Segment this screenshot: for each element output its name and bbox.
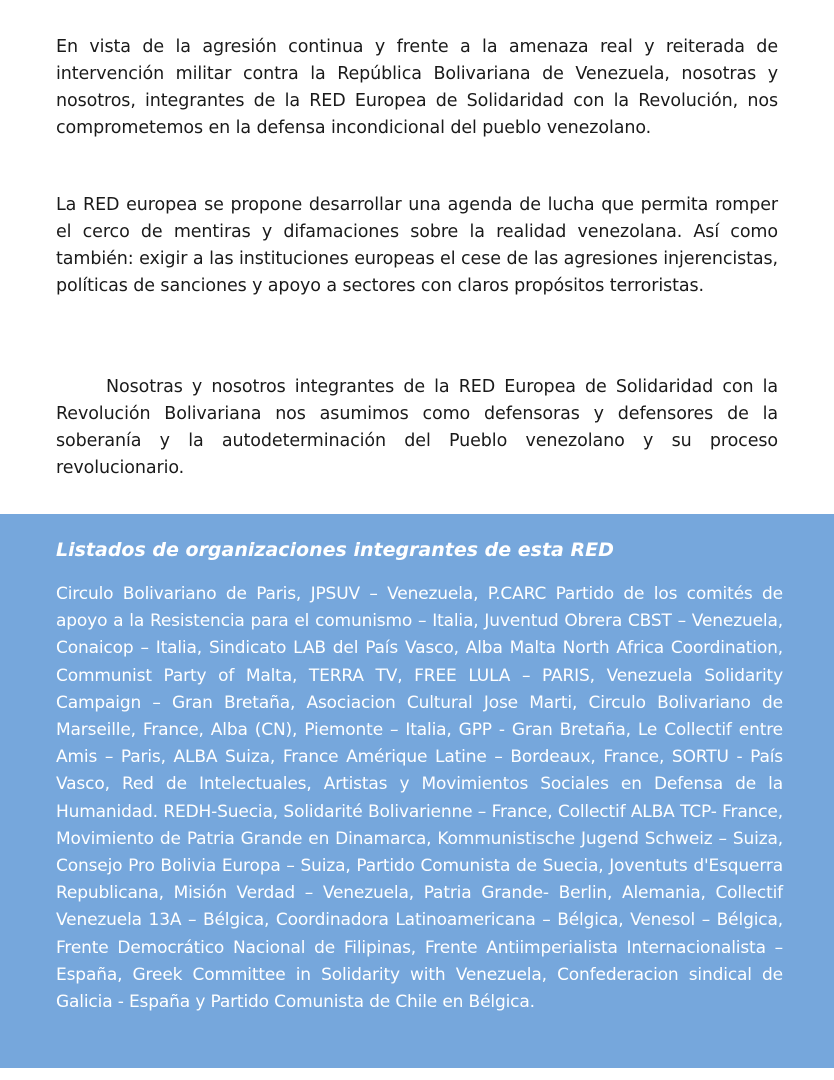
organizations-title: Listados de organizaciones integrantes de esta RED: [56, 539, 614, 561]
organizations-panel: [0, 514, 834, 1080]
statement-paragraph-2: La RED europea se propone desarrollar una agenda de lucha que permita romper el cerco de mentiras y difamaciones sobre la realidad venezolana. Así como también: exigir a las instituciones europeas el cese de las agresiones injerencistas, políticas de sanciones y apoyo a sectores con claros propósitos terroristas.: [56, 195, 778, 296]
bottom-margin: [0, 1068, 834, 1080]
organizations-list: Circulo Bolivariano de Paris, JPSUV – Venezuela, P.CARC Partido de los comités de apoyo a la Resistencia para el comunismo – Italia, Juventud Obrera CBST – Venezuela, Conaicop – Italia, Sindicato LAB del País Vasco, Alba Malta North Africa Coordination, Communist Party of Malta, TERRA TV, FREE LULA – PARIS, Venezuela Solidarity Campaign – Gran Bretaña, Asociacion Cultural Jose Marti, Circulo Bolivariano de Marseille, France, Alba (CN), Piemonte – Italia, GPP - Gran Bretaña, Le Collectif entre Amis – Paris, ALBA Suiza, France Amérique Latine – Bordeaux, France, SORTU - País Vasco, Red de Intelectuales, Artistas y Movimientos Sociales en Defensa de la Humanidad. REDH-Suecia, Solidarité Bolivarienne – France, Collectif ALBA TCP- France, Movimiento de Patria Grande en Dinamarca, Kommunistische Jugend Schweiz – Suiza, Consejo Pro Bolivia Europa – Suiza, Partido Comunista de Suecia, Joventuts d'Esquerra Republicana, Misión Verdad – Venezuela, Patria Grande- Berlin, Alemania, Collectif Venezuela 13A – Bélgica, Coordinadora Latinoamericana – Bélgica, Venesol – Bélgica, Frente Democrático Nacional de Filipinas, Frente Antiimperialista Internacionalista – España, Greek Committee in Solidarity with Venezuela, Confederacion sindical de Galicia - España y Partido Comunista de Chile en Bélgica.: [56, 584, 783, 1013]
statement-paragraph-3: Nosotras y nosotros integrantes de la RED Europea de Solidaridad con la Revolución Bolivariana nos asumimos como defensoras y defensores de la soberanía y la autodeterminación del Pueblo venezolano y su proceso revolucionario.: [56, 377, 778, 478]
statement-paragraph-1: En vista de la agresión continua y frente a la amenaza real y reiterada de intervención militar contra la República Bolivariana de Venezuela, nosotras y nosotros, integrantes de la RED Europea de Solidaridad con la Revolución, nos comprometemos en la defensa incondicional del pueblo venezolano.: [56, 37, 778, 138]
